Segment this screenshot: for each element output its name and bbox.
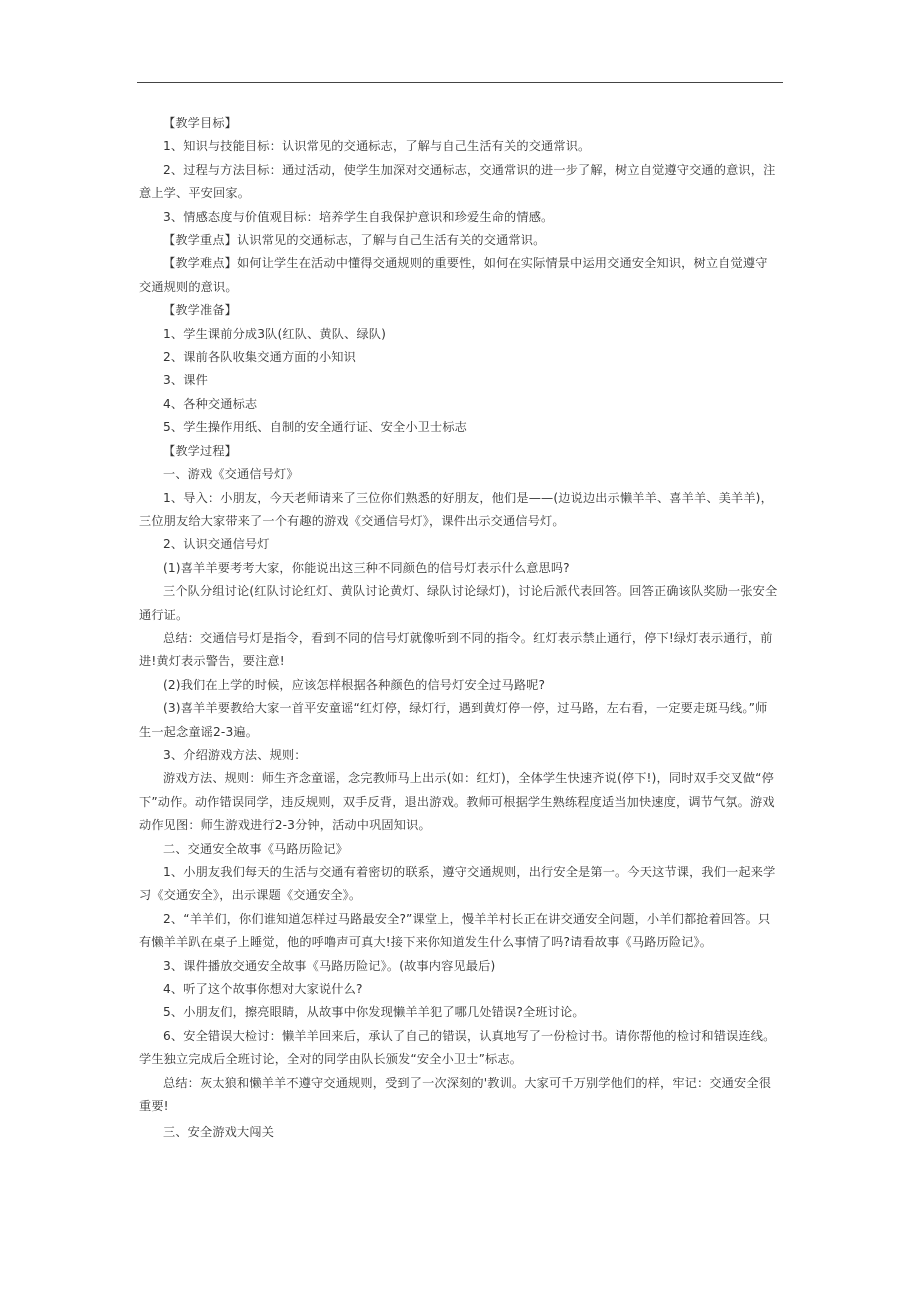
paragraph: (2)我们在上学的时候，应该怎样根据各种颜色的信号灯安全过马路呢? bbox=[163, 677, 546, 692]
paragraph: 4、听了这个故事你想对大家说什么? bbox=[163, 982, 363, 997]
paragraph: 1、导入：小朋友，今天老师请来了三位你们熟悉的好朋友，他们是——(边说边出示懒羊羊、喜羊羊、美羊羊)，三位朋友给大家带来了一个有趣的游戏《交通信号灯》，课件出示交通信号灯。 bbox=[139, 490, 773, 528]
paragraph: (1)喜羊羊要考考大家，你能说出这三种不同颜色的信号灯表示什么意思吗? bbox=[163, 560, 570, 575]
paragraph: 3、课件播放交通安全故事《马路历险记》。(故事内容见最后) bbox=[163, 958, 496, 973]
paragraph: 总结：灰太狼和懒羊羊不遵守交通规则，受到了一次深刻的'教训。大家可千万别学他们的样，牢记：交通安全很重要! bbox=[139, 1075, 772, 1114]
section-heading-preparation: 【教学准备】 bbox=[163, 303, 238, 318]
paragraph: 2、“羊羊们，你们谁知道怎样过马路最安全?”课堂上，慢羊羊村长正在讲交通安全问题，小羊们都抢着回答。只有懒羊羊趴在桌子上睡觉，他的呼噜声可真大!接下来你知道发生什么事情了吗?请看故事《马路历险记》。 bbox=[139, 911, 771, 950]
list-item: 3、课件 bbox=[163, 373, 208, 388]
paragraph: 6、安全错误大检讨：懒羊羊回来后，承认了自己的错误，认真地写了一份检讨书。请你帮他的检讨和错误连线。学生独立完成后全班讨论，全对的同学由队长颁发“安全小卫士”标志。 bbox=[139, 1028, 776, 1067]
paragraph: 1、知识与技能目标：认识常见的交通标志，了解与自己生活有关的交通常识。 bbox=[163, 139, 591, 154]
paragraph: 2、认识交通信号灯 bbox=[163, 537, 270, 552]
list-item: 2、课前各队收集交通方面的小知识 bbox=[163, 350, 356, 365]
paragraph: 游戏方法、规则：师生齐念童谣，念完教师马上出示(如：红灯)，全体学生快速齐说(停下!)，同时双手交叉做“停下”动作。动作错误同学，违反规则，双手反背，退出游戏。教师可根据学生熟练程度适当加快速度，调节气氛。游戏动作见图：师生游戏进行2-3分钟，活动中巩固知识。 bbox=[139, 771, 775, 833]
paragraph-key-points: 【教学重点】认识常见的交通标志，了解与自己生活有关的交通常识。 bbox=[163, 233, 546, 248]
subsection-heading: 二、交通安全故事《马路历险记》 bbox=[163, 841, 349, 856]
list-item: 4、各种交通标志 bbox=[163, 396, 258, 411]
section-heading-process: 【教学过程】 bbox=[163, 443, 238, 458]
paragraph: 3、情感态度与价值观目标：培养学生自我保护意识和珍爱生命的情感。 bbox=[163, 209, 554, 224]
document-body bbox=[139, 112, 779, 1145]
paragraph: 5、小朋友们，擦亮眼睛，从故事中你发现懒羊羊犯了哪几处错误?全班讨论。 bbox=[163, 1005, 585, 1020]
paragraph: 2、过程与方法目标：通过活动，使学生加深对交通标志，交通常识的进一步了解，树立自觉遵守交通的意识，注意上学、平安回家。 bbox=[139, 162, 776, 201]
list-item: 1、学生课前分成3队(红队、黄队、绿队) bbox=[163, 326, 387, 341]
paragraph: 总结：交通信号灯是指令，看到不同的信号灯就像听到不同的指令。红灯表示禁止通行，停下!绿灯表示通行，前进!黄灯表示警告，要注意! bbox=[139, 630, 773, 669]
paragraph: (3)喜羊羊要教给大家一首平安童谣“红灯停，绿灯行，遇到黄灯停一停，过马路，左右看，一定要走斑马线。”师生一起念童谣2-3遍。 bbox=[139, 701, 768, 739]
paragraph: 3、介绍游戏方法、规则： bbox=[163, 747, 307, 762]
subsection-heading: 三、安全游戏大闯关 bbox=[163, 1125, 275, 1140]
section-heading-objectives: 【教学目标】 bbox=[163, 116, 238, 130]
list-item: 5、学生操作用纸、自制的安全通行证、安全小卫士标志 bbox=[163, 420, 468, 435]
paragraph: 1、小朋友我们每天的生活与交通有着密切的联系，遵守交通规则，出行安全是第一。今天这节课，我们一起来学习《交通安全》，出示课题《交通安全》。 bbox=[139, 865, 776, 903]
paragraph-difficulties: 【教学难点】如何让学生在活动中懂得交通规则的重要性，如何在实际情景中运用交通安全知识，树立自觉遵守交通规则的意识。 bbox=[139, 256, 768, 294]
subsection-heading: 一、游戏《交通信号灯》 bbox=[163, 467, 299, 482]
header-rule bbox=[137, 82, 783, 83]
paragraph: 三个队分组讨论(红队讨论红灯、黄队讨论黄灯、绿队讨论绿灯)，讨论后派代表回答。回答正确该队奖励一张安全通行证。 bbox=[139, 584, 778, 622]
